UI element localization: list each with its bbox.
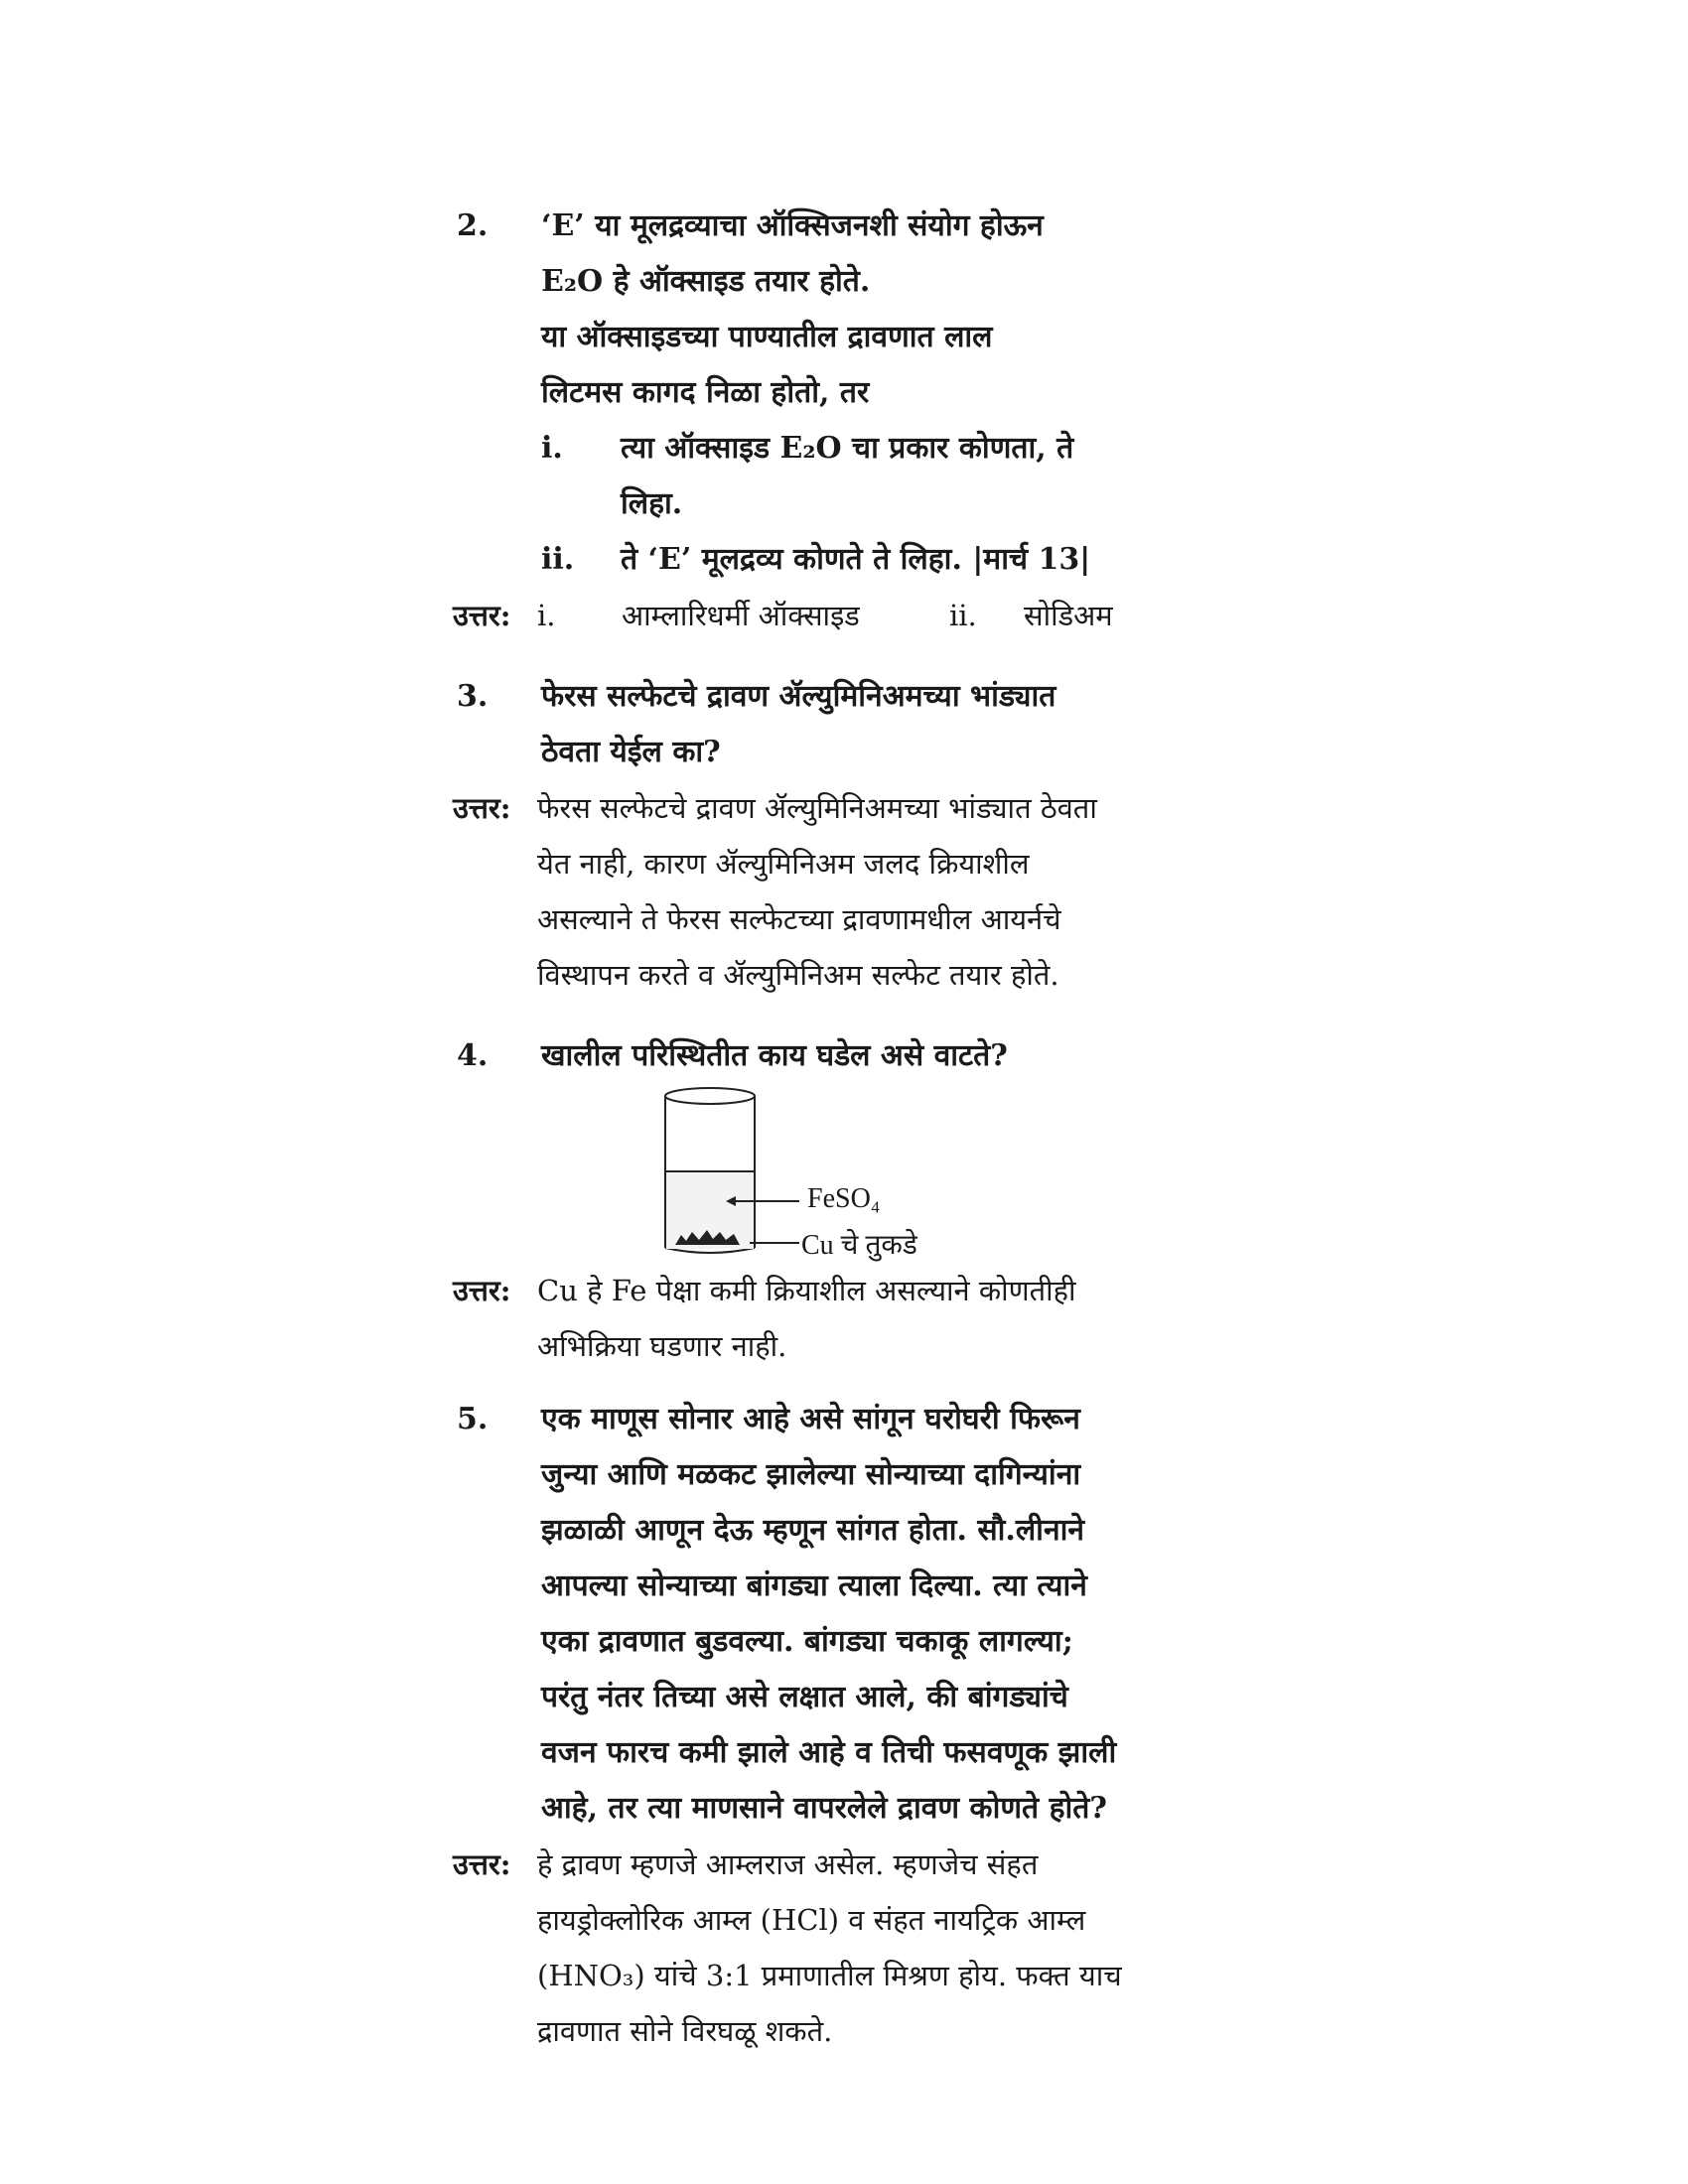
beaker-diagram bbox=[650, 1084, 1172, 1263]
question-text: खालील परिस्थितीत काय घडेल असे वाटते? bbox=[541, 1038, 1008, 1073]
answer-label: उत्तर: bbox=[453, 1274, 511, 1307]
question-text: फेरस सल्फेटचे द्रावण ॲल्युमिनिअमच्या भांड्यात ठेवता येईल का? bbox=[541, 679, 1056, 769]
label-feso4: FeSO₄ bbox=[807, 1183, 881, 1214]
answer-4: उत्तर: Cu हे Fe पेक्षा कमी क्रियाशील असल्याने कोणतीही अभिक्रिया घडणार नाही. bbox=[457, 1263, 1172, 1374]
question-4 bbox=[457, 1028, 1172, 1084]
question-5 bbox=[457, 1392, 1172, 1837]
question-text: एक माणूस सोनार आहे असे सांगून घरोघरी फिरून जुन्या आणि मळकट झालेल्या सोन्याच्या दागिन्यांना झळाळी आणून देऊ म्हणून सांगत होता. सौ.लीनाने आपल्या सोन्याच्या बांगड्या त्याला दिल्या. त्या त्याने एका द्रावणात बुडवल्या. बांगड्या चकाकू लागल्या; परंतु नंतर तिच्या असे लक्षात आले, की बांगड्यांचे वजन फारच कमी झाले आहे व तिची फसवणूक झाली आहे, तर त्या माणसाने वापरलेले द्रावण कोणते होते? bbox=[541, 1402, 1117, 1826]
answer-5: उत्तर: हे द्रावण म्हणजे आम्लराज असेल. म्हणजेच संहत हायड्रोक्लोरिक आम्ल (HCl) व संहत नायट्रिक आम्ल (HNO₃) यांचे 3:1 प्रमाणातील मिश्रण होय. फक्त याच द्रावणात सोने विरघळू शकते. bbox=[457, 1837, 1172, 2059]
document-page bbox=[453, 199, 1172, 2059]
subquestion-i: i. त्या ऑक्साइड E₂O चा प्रकार कोणता, ते लिहा. bbox=[541, 431, 1074, 521]
question-number: 5. bbox=[457, 1402, 489, 1436]
answer-label: उत्तर: bbox=[453, 1847, 511, 1881]
question-number: 4. bbox=[457, 1038, 489, 1073]
answer-label: उत्तर: bbox=[453, 599, 511, 632]
label-cu-pieces: Cu चे तुकडे bbox=[801, 1230, 917, 1261]
answer-label: उत्तर: bbox=[453, 791, 511, 825]
answer-2: उत्तर: i. आम्लारिधर्मी ऑक्साइड ii. सोडिअम bbox=[457, 588, 1172, 643]
question-text: ‘E’ या मूलद्रव्याचा ऑक्सिजनशी संयोग होऊन E₂O हे ऑक्साइड तयार होते. या ऑक्साइडच्या पाण्यातील द्रावणात लाल लिटमस कागद निळा होतो, तर bbox=[541, 208, 1044, 410]
question-2 bbox=[457, 199, 1172, 421]
question-3 bbox=[457, 669, 1172, 780]
answer-3: उत्तर: फेरस सल्फेटचे द्रावण ॲल्युमिनिअमच्या भांड्यात ठेवता येत नाही, कारण ॲल्युमिनिअम जलद क्रियाशील असल्याने ते फेरस सल्फेटच्या द्रावणामधील आयर्नचे विस्थापन करते व ॲल्युमिनिअम सल्फेट तयार होते. bbox=[457, 780, 1172, 1003]
subquestion-ii: ii. ते ‘E’ मूलद्रव्य कोणते ते लिहा. |मार्च 13| bbox=[541, 542, 1091, 577]
question-number: 2. bbox=[457, 208, 489, 243]
question-number: 3. bbox=[457, 679, 489, 714]
